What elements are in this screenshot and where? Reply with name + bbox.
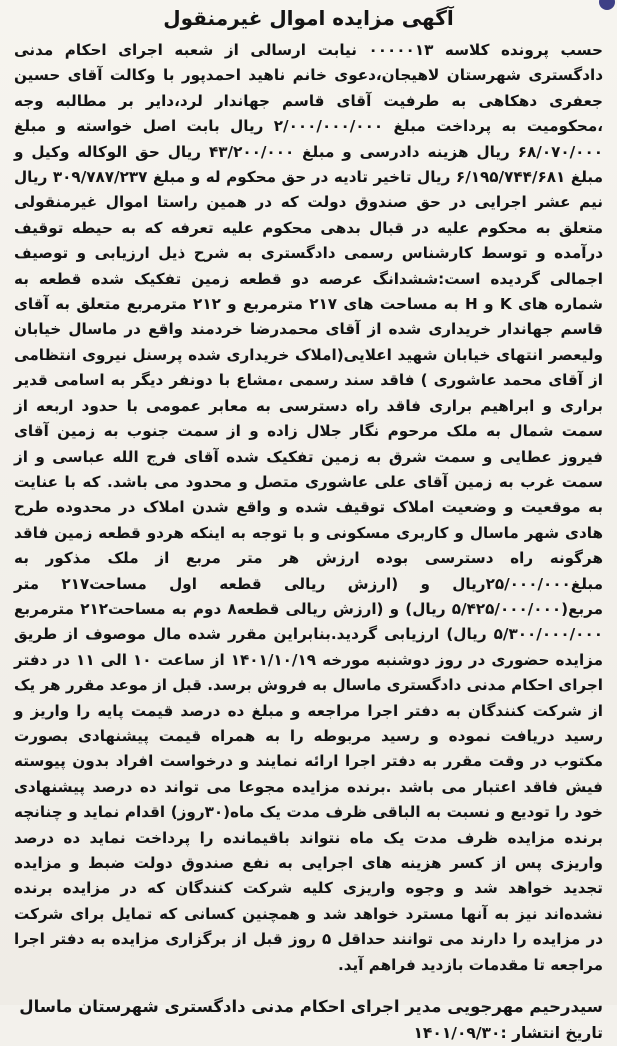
signature-line: سیدرحیم مهرجویی مدیر اجرای احکام مدنی دادگستری شهرستان ماسال xyxy=(19,997,603,1017)
notice-body: حسب پرونده کلاسه ۰۰۰۰۰۱۳ نیابت ارسالی از شعبه اجرای احکام مدنی دادگستری شهرستان لاهیجان،دعوی خانم ناهید احمدپور با وکالت آقای حسین جعفری دهکاهی به طرفیت آقای قاسم جهاندار لرد،دایر بر مطالبه وجه ،محکومیت به پرداخت مبلغ ۲/۰۰۰/۰۰۰/۰۰۰ ریال بابت اصل خواسته و مبلغ ۶۸/۰۷۰/۰۰۰ ریال هزینه دادرسی و مبلغ ۴۳/۲۰۰/۰۰۰ ریال حق الوکاله وکیل و مبلغ ۶/۱۹۵/۷۴۴/۶۸۱ ریال تاخیر تادیه در حق محکوم له و مبلغ ۳۰۹/۷۸۷/۲۳۷ ریال نیم عشر اجرایی در حق صندوق دولت که در همین راستا اموال غیرمنقولی متعلق به محکوم علیه در قبال بدهی محکوم علیه تعرفه که به حیطه توقیف درآمده و توسط کارشناس رسمی دادگستری به شرح ذیل ارزیابی و توصیف اجمالی گردیده است:ششدانگ عرصه دو قطعه زمین تفکیک شده قطعه به شماره های K و H به مساحت های ۲۱۷ مترمربع و ۲۱۲ مترمربع متعلق به آقای قاسم جهاندار خریداری شده از آقای محمدرضا خردمند واقع در ماسال خیابان ولیعصر انتهای خیابان شهید اعلایی(املاک خریداری شده پرسنل نیروی انتظامی از آقای محمد عاشوری ) فاقد سند رسمی ،مشاع با دونفر دیگر به اسامی قدیر براری و ابراهیم براری فاقد راه دسترسی به معابر عمومی با حدود اربعه از سمت شمال به ملک مرحوم نگار جلال زاده و از سمت جنوب به زمین آقای فیروز عطایی و سمت شرق به زمین تفکیک شده آقای فرج الله عباسی و از سمت غرب به زمین آقای علی عاشوری متصل و محدود می باشد. که با عنایت به موقعیت و وضعیت املاک توقیف شده و واقع شدن املاک در محدوده طرح هادی شهر ماسال و کاربری مسکونی و با توجه به اینکه هردو قطعه زمین فاقد هرگونه راه دسترسی بوده ارزش هر متر مربع از ملک مذکور به مبلغ۲۵/۰۰۰/۰۰۰ریال و (ارزش ریالی قطعه اول مساحت۲۱۷ متر مربع(۵/۴۲۵/۰۰۰/۰۰۰ ریال) و (ارزش ریالی قطعه۸ دوم به مساحت۲۱۲ مترمربع ۵/۳۰۰/۰۰۰/۰۰۰ ریال) ارزیابی گردید.بنابراین مقرر شده مال موصوف از طریق مزایده حضوری در روز دوشنبه مورخه ۱۴۰۱/۱۰/۱۹ از ساعت ۱۰ الی ۱۱ در دفتر اجرای احکام مدنی دادگستری ماسال به فروش برسد. قبل از موعد مقرر هر یک از شرکت کنندگان به دفتر اجرا مراجعه و مبلغ ده درصد قیمت پایه را واریز و رسید دریافت نموده و رسید مربوطه را به همراه قیمت پیشنهادی بصورت مکتوب در وقت مقرر به دفتر اجرا ارائه نمایند و درخواست افراد بدون پیوسته فیش فاقد اعتبار می باشد .برنده مزایده مجوعا می تواند ده درصد پیشنهادی خود را تودیع و نسبت به الباقی ظرف مدت یک ماه(۳۰روز) اقدام نماید و چنانچه برنده مزایده ظرف مدت یک ماه نتواند باقیمانده را پرداخت نماید ده درصد واریزی پس از کسر هزینه های اجرایی به نفع صندوق دولت ضبط و مزایده تجدید خواهد شد و وجوه واریزی کلیه شرکت کنندگان که در مزایده برنده نشده‌اند نیز به آنها مسترد خواهد شد و همچنین کسانی که تمایل برای شرکت در مزایده را دارند می توانند حداقل ۵ روز قبل از برگزاری مزایده به دفتر اجرا مراجعه تا مقدمات بازدید فراهم آید. xyxy=(14,41,604,974)
notice-title: آگهی مزایده اموال غیرمنقول xyxy=(163,6,454,30)
publication-date: تاریخ انتشار :۱۴۰۱/۰۹/۳۰ xyxy=(413,1024,603,1043)
corner-mark xyxy=(599,0,615,10)
notice-footer xyxy=(12,994,605,1046)
